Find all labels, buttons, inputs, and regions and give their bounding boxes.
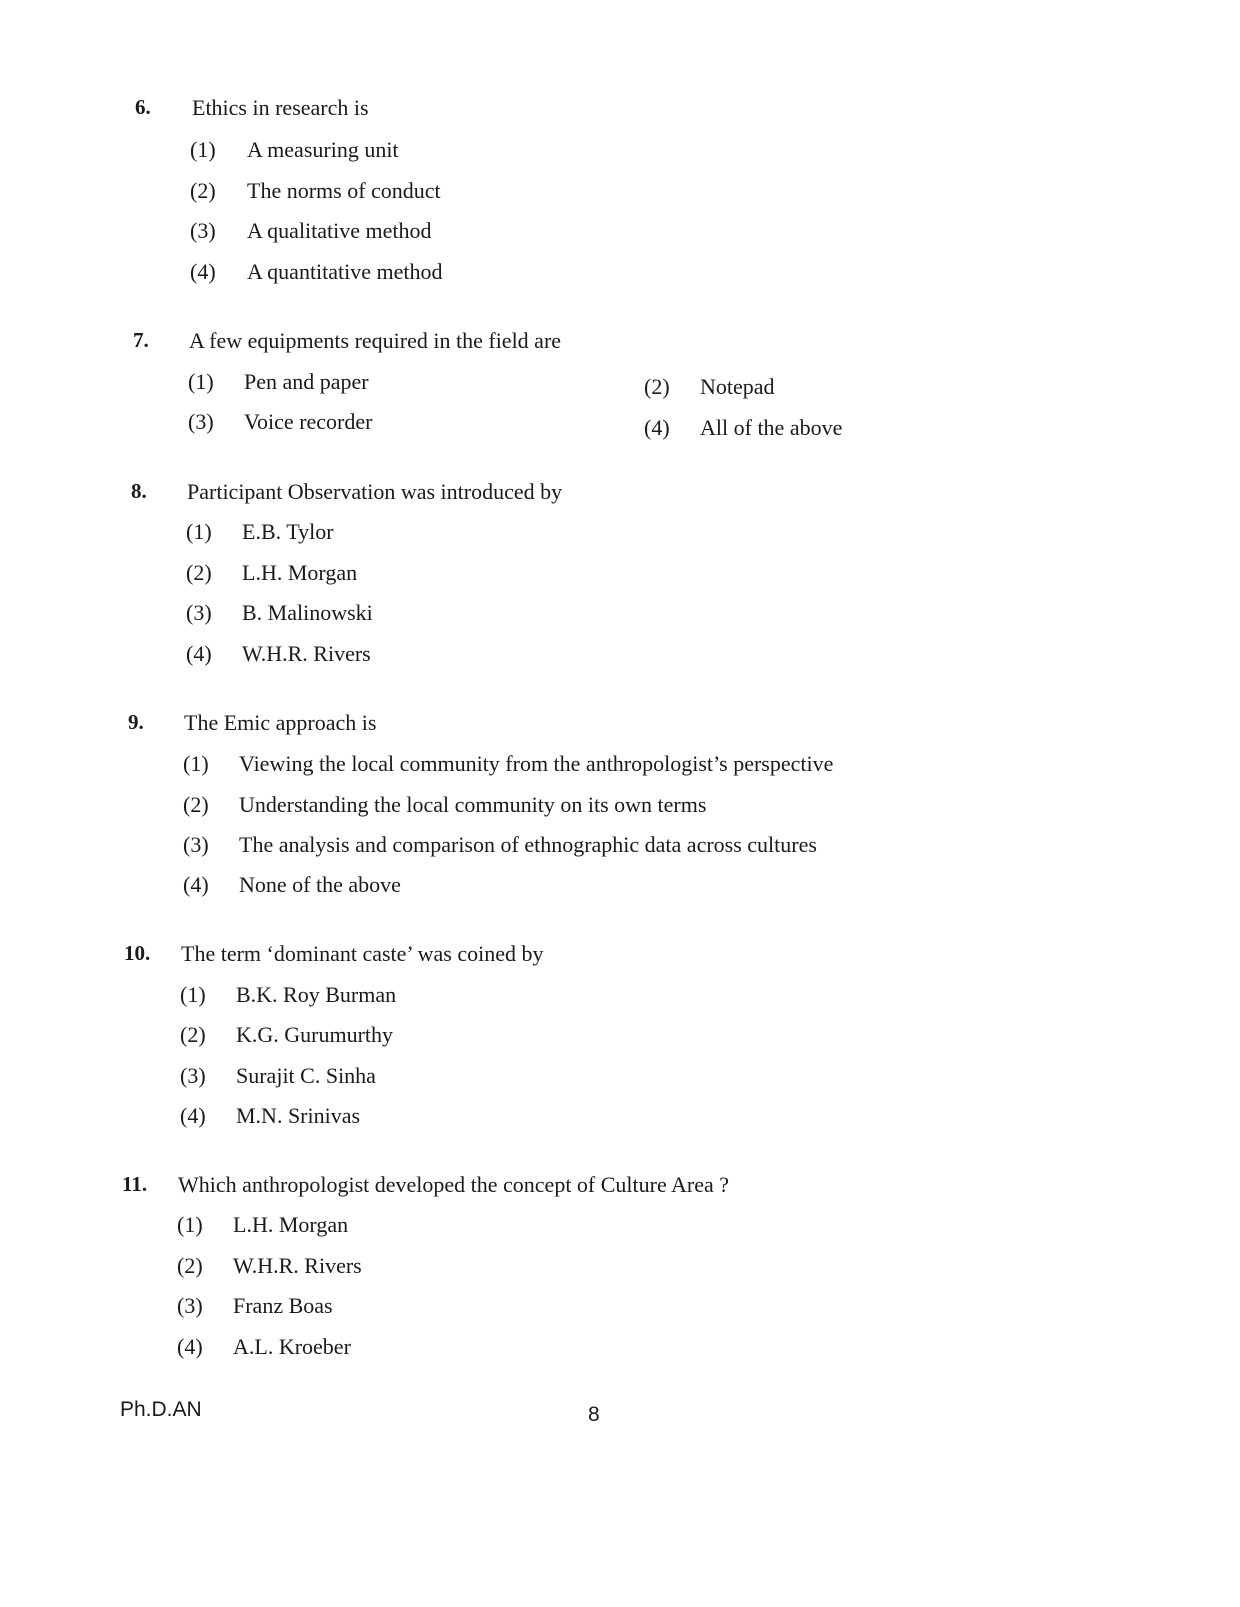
question-text: The term ‘dominant caste’ was coined by bbox=[181, 941, 544, 966]
option-number: (2) bbox=[177, 1253, 203, 1278]
option-text: L.H. Morgan bbox=[233, 1212, 349, 1237]
option-text: Franz Boas bbox=[233, 1293, 333, 1318]
option-number: (4) bbox=[190, 259, 216, 284]
question-number: 7. bbox=[133, 328, 149, 352]
option-text: Understanding the local community on its own terms bbox=[239, 792, 707, 817]
question-number: 8. bbox=[131, 479, 147, 503]
option-number: (3) bbox=[186, 600, 212, 625]
question-text: Ethics in research is bbox=[192, 95, 369, 120]
page-number: 8 bbox=[588, 1403, 600, 1426]
option-text: E.B. Tylor bbox=[242, 519, 334, 544]
option-text: M.N. Srinivas bbox=[236, 1103, 361, 1128]
exam-code: Ph.D.AN bbox=[120, 1398, 202, 1421]
option-text: Viewing the local community from the anthropologist’s perspective bbox=[239, 751, 834, 776]
option-number: (3) bbox=[180, 1063, 206, 1088]
option-text: L.H. Morgan bbox=[242, 560, 358, 585]
option-number: (4) bbox=[644, 415, 670, 440]
option-text: A measuring unit bbox=[247, 137, 399, 162]
option-text: A.L. Kroeber bbox=[233, 1334, 351, 1359]
option-text: A quantitative method bbox=[247, 259, 443, 284]
option-number: (4) bbox=[186, 641, 212, 666]
option-number: (1) bbox=[190, 137, 216, 162]
option-number: (2) bbox=[190, 178, 216, 203]
option-text: W.H.R. Rivers bbox=[242, 641, 371, 666]
option-text: B.K. Roy Burman bbox=[236, 982, 397, 1007]
option-number: (3) bbox=[177, 1293, 203, 1318]
question-number: 11. bbox=[122, 1172, 148, 1196]
option-text: Surajit C. Sinha bbox=[236, 1063, 376, 1088]
option-number: (4) bbox=[180, 1103, 206, 1128]
question-number: 10. bbox=[124, 941, 151, 965]
option-number: (1) bbox=[180, 982, 206, 1007]
option-number: (1) bbox=[188, 369, 214, 394]
option-number: (1) bbox=[183, 751, 209, 776]
option-number: (4) bbox=[183, 872, 209, 897]
question-text: Participant Observation was introduced by bbox=[187, 479, 563, 504]
option-number: (3) bbox=[188, 409, 214, 434]
option-number: (1) bbox=[186, 519, 212, 544]
option-number: (1) bbox=[177, 1212, 203, 1237]
question-text: Which anthropologist developed the concept of Culture Area ? bbox=[178, 1172, 730, 1197]
option-number: (3) bbox=[190, 218, 216, 243]
option-number: (3) bbox=[183, 832, 209, 857]
option-number: (4) bbox=[177, 1334, 203, 1359]
option-number: (2) bbox=[644, 374, 670, 399]
option-text: B. Malinowski bbox=[242, 600, 373, 625]
question-number: 6. bbox=[135, 95, 151, 119]
question-text: The Emic approach is bbox=[184, 710, 377, 735]
option-number: (2) bbox=[183, 792, 209, 817]
option-number: (2) bbox=[186, 560, 212, 585]
option-text: K.G. Gurumurthy bbox=[236, 1022, 394, 1047]
option-text: Pen and paper bbox=[244, 369, 369, 394]
option-text: The analysis and comparison of ethnographic data across cultures bbox=[239, 832, 817, 857]
option-number: (2) bbox=[180, 1022, 206, 1047]
option-text: Voice recorder bbox=[244, 409, 373, 434]
option-text: All of the above bbox=[700, 415, 843, 440]
option-text: W.H.R. Rivers bbox=[233, 1253, 362, 1278]
question-number: 9. bbox=[128, 710, 144, 734]
question-text: A few equipments required in the field are bbox=[189, 328, 562, 353]
option-text: Notepad bbox=[700, 374, 775, 399]
option-text: None of the above bbox=[239, 872, 401, 897]
option-text: The norms of conduct bbox=[247, 178, 441, 203]
option-text: A qualitative method bbox=[247, 218, 432, 243]
